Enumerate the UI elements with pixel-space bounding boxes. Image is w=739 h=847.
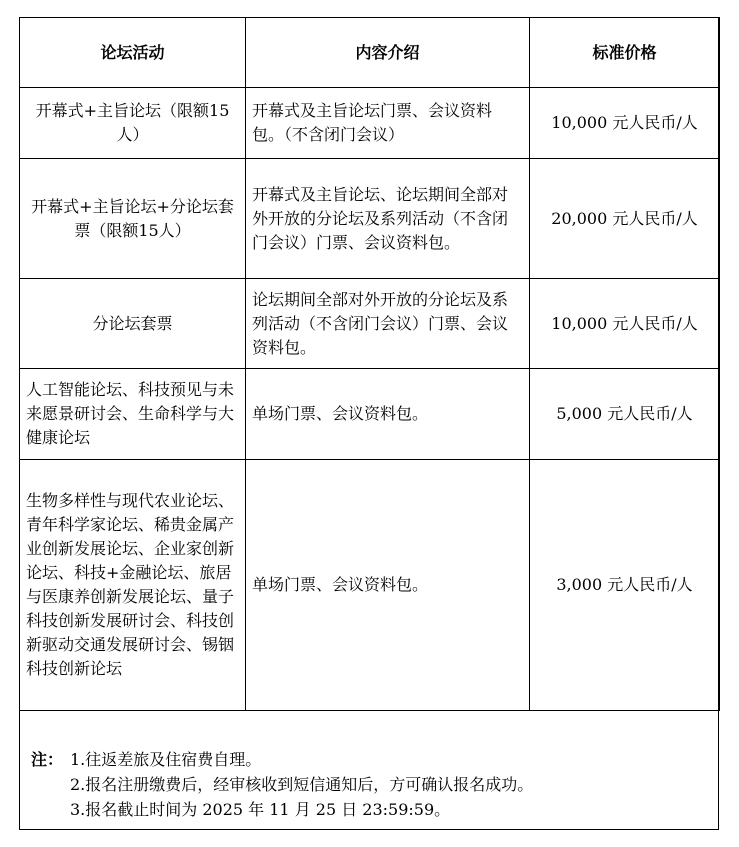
price-cell: 10,000 元人民币/人 <box>530 279 720 369</box>
price-cell: 5,000 元人民币/人 <box>530 369 720 460</box>
price-cell: 3,000 元人民币/人 <box>530 460 720 711</box>
header-content: 内容介绍 <box>246 18 530 88</box>
notes-label: 注： <box>31 750 64 769</box>
header-activity: 论坛活动 <box>20 18 246 88</box>
table-row <box>20 159 720 279</box>
content-cell: 单场门票、会议资料包。 <box>246 460 530 711</box>
content-cell: 开幕式及主旨论坛、论坛期间全部对外开放的分论坛及系列活动（不含闭门会议）门票、会议资料包。 <box>246 159 530 279</box>
price-cell: 20,000 元人民币/人 <box>530 159 720 279</box>
table-row <box>20 460 720 711</box>
activity-cell: 开幕式+主旨论坛（限额15人） <box>20 88 246 159</box>
table-row <box>20 88 720 159</box>
table-header-row <box>20 18 720 88</box>
activity-cell: 生物多样性与现代农业论坛、青年科学家论坛、稀贵金属产业创新发展论坛、企业家创新论坛、科技+金融论坛、旅居与医康养创新发展论坛、量子科技创新发展研讨会、科技创新驱动交通发展研讨会、锡铟科技创新论坛 <box>20 460 246 711</box>
header-price: 标准价格 <box>530 18 720 88</box>
price-cell: 10,000 元人民币/人 <box>530 88 720 159</box>
table-row <box>20 279 720 369</box>
fee-table <box>19 17 720 711</box>
note-item: 3.报名截止时间为 2025 年 11 月 25 日 23:59:59。 <box>70 800 451 819</box>
content-cell: 开幕式及主旨论坛门票、会议资料包。（不含闭门会议） <box>246 88 530 159</box>
content-cell: 单场门票、会议资料包。 <box>246 369 530 460</box>
activity-cell: 分论坛套票 <box>20 279 246 369</box>
registration-fee-panel <box>19 17 719 830</box>
notes-section <box>20 730 718 830</box>
note-item: 2.报名注册缴费后，经审核收到短信通知后，方可确认报名成功。 <box>70 775 534 794</box>
note-item: 1.往返差旅及住宿费自理。 <box>70 750 262 769</box>
content-cell: 论坛期间全部对外开放的分论坛及系列活动（不含闭门会议）门票、会议资料包。 <box>246 279 530 369</box>
activity-cell: 开幕式+主旨论坛+分论坛套票（限额15人） <box>20 159 246 279</box>
table-row <box>20 369 720 460</box>
activity-cell: 人工智能论坛、科技预见与未来愿景研讨会、生命科学与大健康论坛 <box>20 369 246 460</box>
